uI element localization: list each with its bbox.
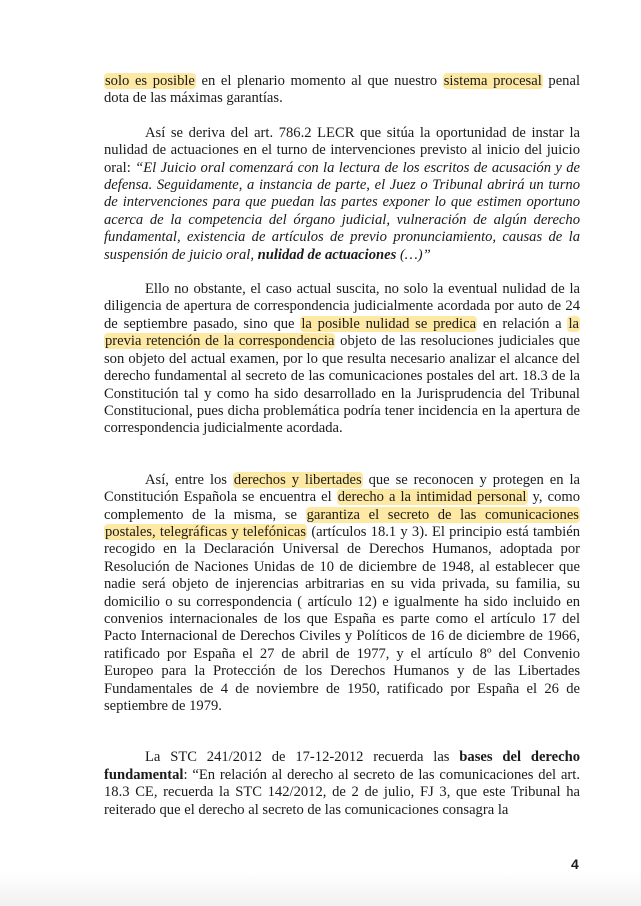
paragraph-spacer: [104, 715, 580, 749]
quoted-legal-text: (…)”: [396, 246, 431, 263]
highlighted-text: solo es posible: [105, 73, 195, 89]
body-text: (artículos 18.1 y 3). El principio está también recogido en la Declaración Universal de Derechos Humanos, adoptada por Resolución de Naciones Unidas de 10 de diciembre de 1948, al establecer que nadie será objeto de injerencias arbitrarias en su vida privada, su familia, su domicilio o su correspondencia ( artículo 12) e igualmente ha sido incluido en convenios internacionales de los que España es parte como el artículo 17 del Pacto Internacional de Derechos Civiles y Políticos de 16 de diciembre de 1966, ratificado por España el 27 de abril de 1977, y el artículo 8º del Convenio Europeo para la Protección de los Derechos Humanos y de las Libertades Fundamentales de 4 de noviembre de 1950, ratificado por España el 26 de septiembre de 1979.: [104, 523, 580, 714]
highlighted-text: garantiza el secreto de las comunicaciones postales, telegráficas y telefónicas: [105, 506, 579, 540]
emphasized-quote: nulidad de actuaciones: [257, 246, 397, 263]
page-body: [104, 73, 580, 819]
body-text: y, como complemento de la misma, se: [104, 489, 581, 523]
body-text: La STC 241/2012 de 17-12-2012 recuerda las: [145, 749, 460, 766]
paragraph-2: [104, 125, 580, 264]
paragraph-spacer: [104, 438, 580, 472]
highlighted-text: sistema procesal: [443, 73, 542, 89]
paragraph-1: [104, 73, 580, 108]
highlighted-text: derechos y libertades: [233, 471, 362, 488]
body-text: objeto de las resoluciones judiciales que son objeto del actual examen, por lo que resulta necesario analizar el alcance del derecho fundamental al secreto de las comunicaciones postales del art. 18.3 de la Constitución tal y como ha sido desarrollado en la Jurisprudencia del Tribunal Constitucional, pues dicha problemática podría tener incidencia en la apertura de correspondencia judicialmente acordada.: [104, 333, 581, 437]
highlighted-text: la previa retención de la correspondencia: [105, 315, 579, 350]
paragraph-3: [104, 281, 580, 438]
quoted-legal-text: “El Juicio oral comenzará con la lectura de los escritos de acusación y de defensa. Seguidamente, a instancia de parte, el Juez o Tribunal abrirá un turno de intervenciones para que puedan las partes exponer lo que estimen oportuno acerca de la competencia del órgano judicial, vulneración de algún derecho fundamental, existencia de artículos de previo pronunciamiento, causas de la suspensión de juicio oral,: [104, 159, 580, 263]
body-text: : “En relación al derecho al secreto de las comunicaciones del art. 18.3 CE, recuerda la STC 142/2012, de 2 de julio, FJ 3, que este Tribunal ha reiterado que el derecho al secreto de las comunicaciones consagra la: [104, 766, 580, 818]
paragraph-spacer: [104, 264, 580, 281]
paragraph-5: [104, 749, 580, 819]
paragraph-spacer: [104, 108, 580, 125]
body-text: Así se deriva del art. 786.2 LECR que sitúa la oportunidad de instar la nulidad de actuaciones en el turno de intervenciones previsto al inicio del juicio oral:: [104, 124, 580, 176]
body-text: penal dota de las máximas garantías.: [104, 73, 580, 107]
body-text: Así, entre los: [145, 471, 233, 488]
paragraph-4: [104, 472, 580, 716]
highlighted-text: derecho a la intimidad personal: [337, 489, 527, 506]
body-text: en el plenario momento al que nuestro: [195, 73, 443, 89]
bold-text: bases del derecho fundamental: [104, 749, 580, 783]
body-text: que se reconocen y protegen en la Constitución Española se encuentra el: [104, 471, 580, 506]
body-text: Ello no obstante, el caso actual suscita, no solo la eventual nulidad de la diligencia de apertura de correspondencia judicialmente acordada por auto de 24 de septiembre pasado, sino que: [104, 281, 580, 332]
body-text: en relación a: [477, 315, 568, 332]
highlighted-text: la posible nulidad se predica: [301, 315, 477, 332]
page-number: 4: [571, 856, 579, 872]
